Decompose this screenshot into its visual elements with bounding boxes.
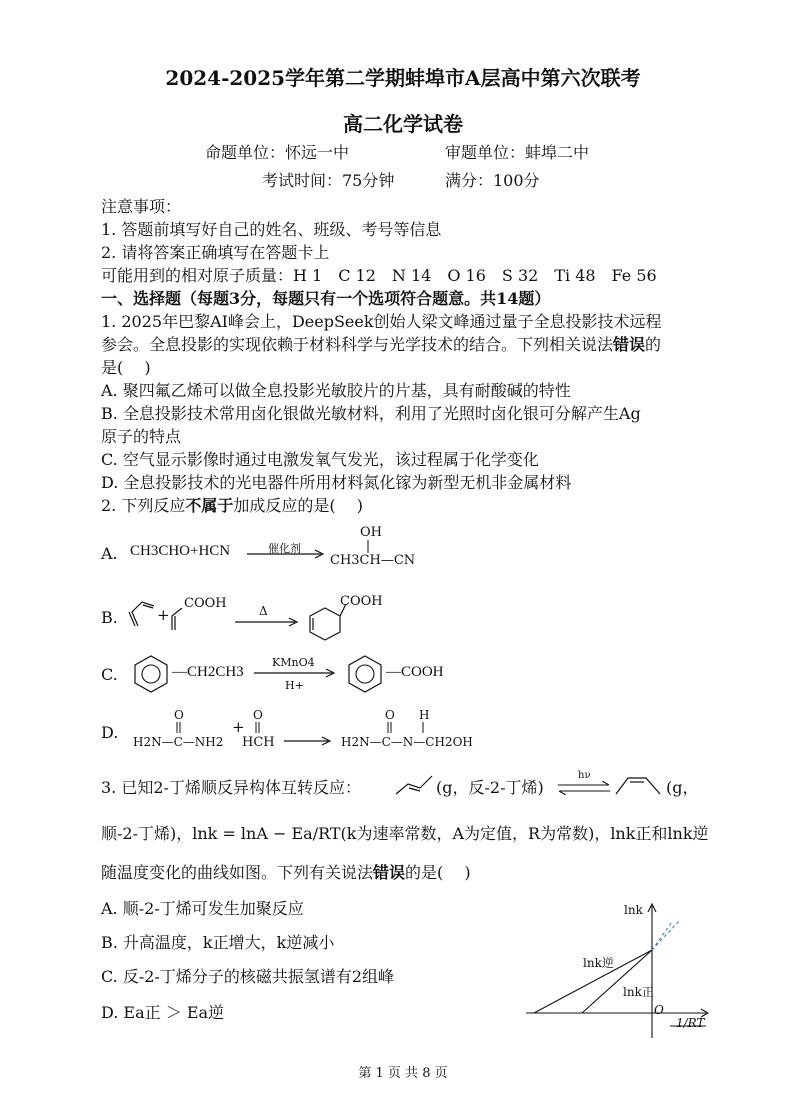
note-item: 2. 请将答案正确填写在答题卡上 xyxy=(101,243,330,262)
q2-b-label: B. xyxy=(101,608,118,627)
q2-c-substituent: —CH2CH3 xyxy=(172,664,244,680)
benzene-ring xyxy=(342,654,388,694)
reaction-arrow xyxy=(233,616,301,628)
setter-label: 命题单位：怀远一中 xyxy=(205,143,350,162)
q1-option-b: B. 全息投影技术常用卤化银做光敏材料，利用了光照时卤化银可分解产生Ag xyxy=(101,404,641,423)
q2-d-hcho: HCH xyxy=(242,735,275,750)
section-heading: 一、选择题（每题3分，每题只有一个选项符合题意。共14题） xyxy=(101,289,551,308)
q2-a-oh: OH xyxy=(360,525,382,540)
q2-d-plus: + xyxy=(232,718,245,736)
q1-stem-line3: 是( ) xyxy=(101,358,151,377)
q2-c-reagent-bottom: H+ xyxy=(285,679,304,692)
time-label: 考试时间：75分钟 xyxy=(262,171,395,190)
q2-a-reactants: CH3CHO+HCN xyxy=(130,543,231,559)
q2-b-heat: Δ xyxy=(259,604,268,618)
q3-line1-post: (g， xyxy=(666,778,699,797)
q2-d-urea-o: O xyxy=(174,708,184,722)
reviewer-label: 审题单位：蚌埠二中 xyxy=(445,143,590,162)
graph-y-label: lnk xyxy=(624,903,643,917)
q2-a-catalyst: 催化剂 xyxy=(268,542,301,555)
q3-option-d: D. Ea正 ＞ Ea逆 xyxy=(101,1003,225,1022)
q2-d-hcho-o: O xyxy=(253,708,263,722)
page-footer: 第 1 页 共 8 页 xyxy=(358,1066,448,1081)
atomic-masses: 可能用到的相对原子质量：H 1 C 12 N 14 O 16 S 32 Ti 48 Fe 56 xyxy=(101,266,657,285)
graph-line-rev-label: lnk逆 xyxy=(583,956,614,970)
score-label: 满分：100分 xyxy=(445,171,540,190)
trans-butene-structure xyxy=(394,772,434,798)
q2-d-urea: H2N—C—NH2 xyxy=(133,735,224,749)
q1-stem-line1: 1. 2025年巴黎AI峰会上，DeepSeek创始人梁文峰通过量子全息投影技术远程 xyxy=(101,312,662,331)
graph-x-label: 1/RT xyxy=(676,1016,705,1030)
reaction-arrow xyxy=(252,667,338,679)
equilibrium-arrow xyxy=(556,781,612,795)
benzene-ring xyxy=(128,654,174,694)
exam-subtitle: 高二化学试卷 xyxy=(343,112,463,136)
q2-c-product: —COOH xyxy=(386,664,444,680)
q1-option-b-cont: 原子的特点 xyxy=(101,427,182,446)
q3-line3: 随温度变化的曲线如图。下列有关说法错误的是( ) xyxy=(101,863,471,882)
q2-b-cooh: COOH xyxy=(184,596,227,611)
double-bond xyxy=(254,722,262,734)
q2-c-reagent-top: KMnO4 xyxy=(272,656,315,669)
bond-line xyxy=(366,540,370,554)
q2-b-plus: + xyxy=(157,606,170,624)
q1-option-d: D. 全息投影技术的光电器件所用材料氮化镓为新型无机非金属材料 xyxy=(101,473,572,492)
double-bond xyxy=(175,722,183,734)
q2-stem: 2. 下列反应不属于加成反应的是( ) xyxy=(101,496,363,515)
q3-option-b: B. 升高温度，k正增大，k逆减小 xyxy=(101,933,335,952)
exam-title: 2024-2025学年第二学期蚌埠市A层高中第六次联考 xyxy=(165,66,641,90)
notes-heading: 注意事项： xyxy=(101,197,182,216)
q3-line1-pre: 3. 已知2-丁烯顺反异构体互转反应： xyxy=(101,778,361,797)
q2-b-product-cooh: COOH xyxy=(340,594,383,609)
q1-option-c: C. 空气显示影像时通过电激发氧气发光，该过程属于化学变化 xyxy=(101,450,539,469)
q3-line2: 顺-2-丁烯)，lnk = lnA − Ea/RT(k为速率常数，A为定值，R为常数)，lnk正和lnk逆 xyxy=(101,824,709,843)
reaction-arrow xyxy=(245,548,327,560)
q1-option-a: A. 聚四氟乙烯可以做全息投影光敏胶片的片基，具有耐酸碱的特性 xyxy=(101,381,571,400)
extrapolation-dashed-2 xyxy=(652,922,672,950)
cis-butene-structure xyxy=(614,772,664,798)
q1-stem-line2: 参会。全息投影的实现依赖于材料科学与光学技术的结合。下列相关说法错误的 xyxy=(101,335,662,354)
q2-d-prod-h: H xyxy=(419,708,430,722)
q3-line1-mid: (g，反-2-丁烯) xyxy=(436,778,544,797)
bond-line xyxy=(421,722,427,734)
q3-option-a: A. 顺-2-丁烯可发生加聚反应 xyxy=(101,899,304,918)
q2-c-label: C. xyxy=(101,665,118,684)
q2-d-product: H2N—C—N—CH2OH xyxy=(341,735,473,749)
q3-hv: hν xyxy=(578,770,591,781)
double-bond xyxy=(386,722,394,734)
note-item: 1. 答题前填写好自己的姓名、班级、考号等信息 xyxy=(101,220,442,239)
q3-option-c: C. 反-2-丁烯分子的核磁共振氢谱有2组峰 xyxy=(101,967,395,986)
reaction-arrow xyxy=(282,735,334,747)
q2-a-label: A. xyxy=(101,544,118,563)
q2-d-label: D. xyxy=(101,723,119,742)
q2-d-prod-o: O xyxy=(385,708,395,722)
graph-origin: O xyxy=(654,1003,664,1017)
extrapolation-dashed-1 xyxy=(652,920,680,950)
graph-line-fwd-label: lnk正 xyxy=(623,985,654,999)
q2-a-product: CH3CH—CN xyxy=(330,553,416,568)
